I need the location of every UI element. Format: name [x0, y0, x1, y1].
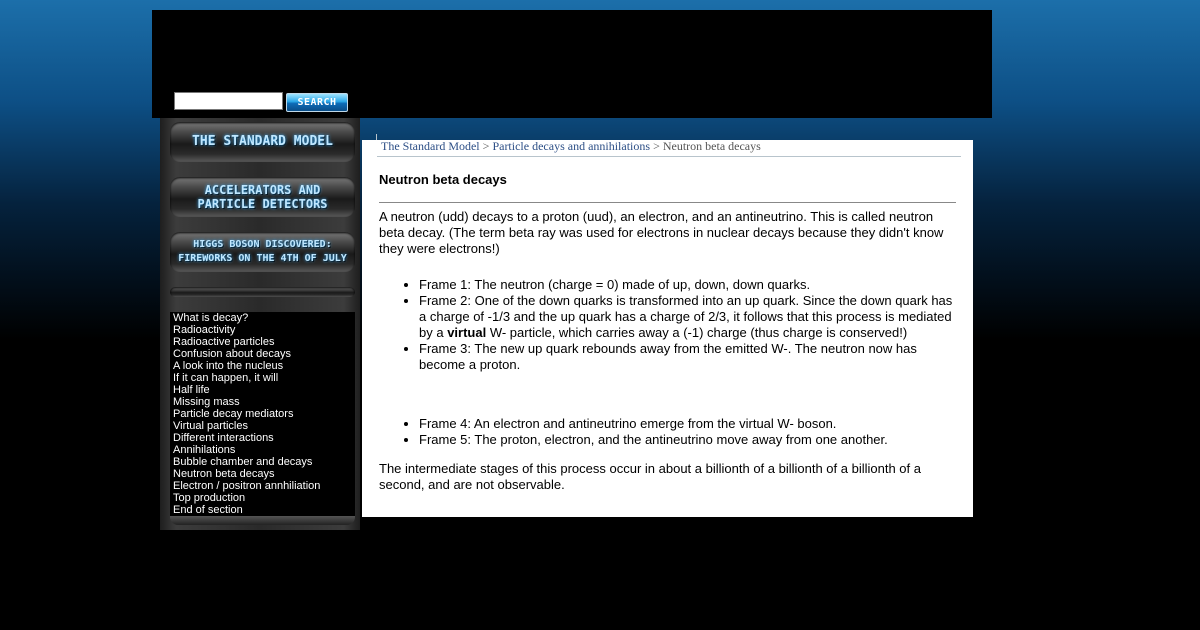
sidebar-link[interactable]: End of section: [173, 504, 243, 516]
sidebar-link[interactable]: Annihilations: [173, 444, 236, 456]
nav-banner-label: HIGGS BOSON DISCOVERED:: [193, 239, 332, 250]
frame-item: • Frame 5: The proton, electron, and the antineutrino move away from one another.: [419, 432, 957, 448]
sidebar-link[interactable]: Virtual particles: [173, 420, 248, 432]
sidebar-link[interactable]: What is decay?: [173, 312, 249, 324]
sidebar-link[interactable]: Missing mass: [173, 396, 240, 408]
sidebar-link[interactable]: If it can happen, it will: [173, 372, 279, 384]
breadcrumb-link-particle-decays[interactable]: Particle decays and annihilations: [492, 139, 651, 153]
frame-item: • Frame 4: An electron and antineutrino emerge from the virtual W- boson.: [419, 416, 957, 432]
frame-item: • Frame 1: The neutron (charge = 0) made of up, down, down quarks.: [419, 277, 957, 293]
sidebar-link[interactable]: Different interactions: [173, 432, 274, 444]
section-link-list: [170, 312, 355, 517]
title-divider: [379, 202, 956, 203]
frame-item: [419, 293, 957, 341]
nav-banner-label: FIREWORKS ON THE 4TH OF JULY: [178, 253, 347, 264]
breadcrumb-current: Neutron beta decays: [662, 139, 761, 153]
header: [152, 10, 992, 118]
sidebar-link[interactable]: Radioactivity: [173, 324, 236, 336]
sidebar-link[interactable]: Bubble chamber and decays: [173, 456, 313, 468]
nav-banner-label: THE STANDARD MODEL: [192, 134, 333, 149]
nav-banner-label: PARTICLE DETECTORS: [197, 197, 328, 211]
breadcrumb: [377, 140, 961, 157]
sidebar: [160, 118, 360, 530]
closing-paragraph: The intermediate stages of this process occur in about a billionth of a billionth of a billionth of a second, and are not observable.: [379, 461, 921, 492]
main-content: [362, 140, 973, 517]
sidebar-link[interactable]: Radioactive particles: [173, 336, 275, 348]
search-input[interactable]: [174, 92, 283, 110]
nav-banner-higgs[interactable]: [170, 232, 355, 272]
nav-banner-standard-model[interactable]: [170, 122, 355, 162]
search-button[interactable]: SEARCH: [286, 93, 348, 112]
breadcrumb-link-standard-model[interactable]: The Standard Model: [381, 139, 480, 153]
sidebar-link[interactable]: Top production: [173, 492, 246, 504]
sidebar-link[interactable]: A look into the nucleus: [173, 360, 284, 372]
sidebar-link[interactable]: Confusion about decays: [173, 348, 292, 360]
breadcrumb-separator: >: [479, 139, 493, 153]
nav-banner-label: ACCELERATORS AND: [204, 183, 321, 197]
sidebar-list-footer: [170, 516, 355, 525]
sidebar-link[interactable]: Half life: [173, 384, 210, 396]
sidebar-list-header: [170, 287, 355, 297]
nav-banner-accelerators[interactable]: [170, 177, 355, 217]
frame2-bold: virtual: [447, 325, 487, 340]
page-title: Neutron beta decays: [379, 172, 507, 187]
frame2-text: Frame 2: One of the down quarks is transformed into an up quark. Since the down quark has a charge of -1/3 and the up quark has a charge of 2/3, it follows that this process is mediated by a: [419, 293, 953, 340]
frame-list-1: [379, 277, 957, 373]
frame2-text-end: W- particle, which carries away a (-1) charge (thus charge is conserved!): [486, 325, 908, 340]
sidebar-link-current[interactable]: Neutron beta decays: [173, 468, 275, 480]
breadcrumb-separator: >: [650, 139, 663, 153]
frame-list-2: [379, 416, 957, 448]
intro-paragraph: A neutron (udd) decays to a proton (uud), an electron, and an antineutrino. This is called neutron beta decay. (The term beta ray was used for electrons in nuclear decays because they didn't know they were electrons!): [379, 209, 944, 256]
sidebar-link[interactable]: Particle decay mediators: [173, 408, 294, 420]
sidebar-link[interactable]: Electron / positron annhiliation: [173, 480, 321, 492]
frame-item: • Frame 3: The new up quark rebounds away from the emitted W-. The neutron now has become a proton.: [419, 341, 957, 373]
